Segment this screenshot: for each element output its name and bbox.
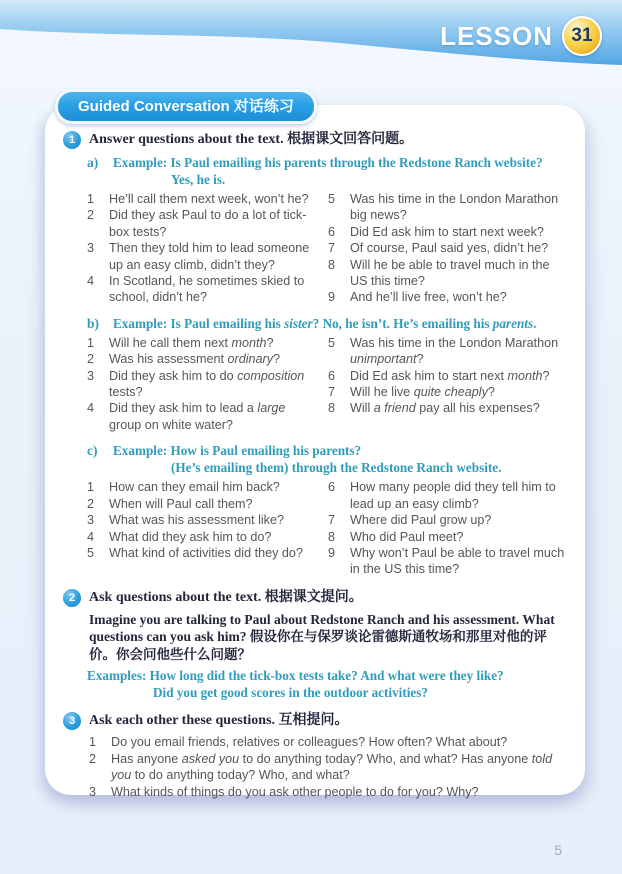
question-text: Will he call them next month? bbox=[109, 335, 274, 350]
question-item bbox=[87, 240, 320, 273]
question-number: 2 bbox=[87, 352, 95, 367]
question-item bbox=[328, 384, 569, 400]
lesson-number-badge bbox=[562, 16, 602, 56]
exercise-group-c bbox=[87, 442, 569, 577]
exercise-group-b bbox=[87, 315, 569, 433]
question-columns bbox=[87, 191, 569, 306]
page-number: 5 bbox=[554, 842, 562, 858]
question-text: Will he be able to travel much in the US this time? bbox=[350, 257, 550, 289]
question-number: 4 bbox=[87, 274, 95, 289]
example-block bbox=[113, 442, 569, 476]
question-columns bbox=[87, 335, 569, 433]
question-text: Did Ed ask him to start next month? bbox=[350, 368, 550, 383]
question-number: 1 bbox=[89, 735, 97, 750]
exercise-group-a bbox=[87, 154, 569, 306]
question-number: 6 bbox=[328, 480, 336, 495]
question-text: He’ll call them next week, won’t he? bbox=[109, 192, 309, 206]
group-head bbox=[87, 442, 569, 476]
section-number-badge bbox=[63, 589, 81, 607]
question-item bbox=[89, 751, 569, 784]
question-text: When will Paul call them? bbox=[109, 496, 253, 511]
group-head bbox=[87, 154, 569, 188]
question-number: 8 bbox=[328, 401, 336, 416]
question-number: 8 bbox=[328, 529, 336, 544]
question-item bbox=[328, 224, 569, 240]
page-header-band bbox=[0, 0, 622, 88]
example-line: Example: Is Paul emailing his parents through the Redstone Ranch website? bbox=[113, 155, 543, 170]
section-ask-each-other bbox=[63, 712, 569, 800]
question-item bbox=[328, 512, 569, 528]
section-title: Ask questions about the text. 根据课文提问。 bbox=[89, 589, 363, 605]
question-text: How can they email him back? bbox=[109, 480, 280, 495]
question-number: 6 bbox=[328, 224, 336, 239]
question-item bbox=[328, 545, 569, 578]
example-line: Example: How is Paul emailing his parents? bbox=[113, 443, 362, 459]
question-number: 3 bbox=[87, 513, 95, 528]
question-text: Was his time in the London Marathon big news? bbox=[350, 192, 559, 223]
question-item bbox=[328, 479, 569, 512]
question-item bbox=[89, 734, 569, 751]
question-text: What kinds of things do you ask other people to do for you? Why? bbox=[111, 785, 479, 799]
example-line: Examples: How long did the tick-box tests take? And what were they like? bbox=[87, 668, 504, 684]
question-text: Was his time in the London Marathon unimportant? bbox=[350, 335, 559, 367]
question-number: 2 bbox=[87, 496, 95, 511]
group-label: b) bbox=[87, 315, 100, 331]
question-column-left bbox=[87, 479, 328, 577]
question-text: Do you email friends, relatives or colleagues? How often? What about? bbox=[111, 735, 508, 750]
question-item bbox=[328, 240, 569, 256]
question-text: Was his assessment ordinary? bbox=[109, 352, 281, 367]
lesson-number: 31 bbox=[571, 25, 593, 46]
question-number: 5 bbox=[328, 335, 336, 350]
question-item bbox=[87, 351, 320, 367]
section-number: 2 bbox=[68, 591, 76, 604]
lesson-header bbox=[440, 16, 602, 56]
section-heading-row bbox=[63, 712, 569, 730]
question-text: Did they ask him to lead a large group on white water? bbox=[109, 401, 286, 432]
question-item bbox=[87, 191, 320, 207]
question-text: How many people did they tell him to lead up an easy climb? bbox=[350, 480, 556, 511]
question-item bbox=[87, 335, 320, 351]
question-item bbox=[87, 400, 320, 433]
section-instructions: Imagine you are talking to Paul about Redstone Ranch and his assessment. What questions can you ask him? 假设你在与保罗谈论雷德斯通牧场和那里对他的评价。你会问他些什么问题？ bbox=[89, 611, 555, 662]
question-number: 3 bbox=[87, 368, 95, 383]
question-number: 6 bbox=[328, 368, 336, 383]
example-line: Example: Is Paul emailing his sister? No, he isn’t. He’s emailing his parents. bbox=[113, 315, 537, 331]
question-number: 4 bbox=[87, 529, 95, 544]
section-number-badge bbox=[63, 131, 81, 149]
question-text: Has anyone asked you to do anything today? Who, and what? Has anyone told you to do anything today? Who, and what? bbox=[111, 751, 553, 783]
question-column-right bbox=[328, 191, 569, 306]
question-text: Will he live quite cheaply? bbox=[350, 385, 495, 400]
example-block bbox=[113, 315, 569, 332]
question-item bbox=[89, 784, 569, 801]
section-answer-questions bbox=[63, 131, 569, 578]
question-number: 8 bbox=[328, 257, 336, 272]
group-label: a) bbox=[87, 155, 99, 170]
question-text: Then they told him to lead someone up an easy climb, didn’t they? bbox=[109, 241, 310, 272]
question-item bbox=[87, 529, 320, 545]
question-item bbox=[87, 496, 320, 512]
examples-block bbox=[87, 667, 569, 701]
guided-conversation-banner: Guided Conversation 对话练习 bbox=[55, 89, 317, 124]
question-text: Did they ask Paul to do a lot of tick-box tests? bbox=[109, 208, 307, 239]
question-column-left bbox=[87, 191, 328, 306]
question-number: 7 bbox=[328, 513, 336, 528]
question-number: 9 bbox=[328, 290, 336, 305]
question-text: Did Ed ask him to start next week? bbox=[350, 224, 544, 239]
section-number: 1 bbox=[68, 134, 76, 146]
question-item bbox=[328, 400, 569, 416]
question-text: In Scotland, he sometimes skied to school, didn’t he? bbox=[109, 274, 305, 305]
question-number: 7 bbox=[328, 385, 336, 400]
section-heading-row bbox=[63, 589, 569, 607]
question-number: 9 bbox=[328, 545, 336, 560]
question-columns bbox=[87, 479, 569, 577]
question-number: 2 bbox=[89, 751, 97, 766]
question-number: 3 bbox=[87, 241, 95, 256]
question-item bbox=[87, 545, 320, 561]
question-text: Where did Paul grow up? bbox=[350, 513, 492, 528]
question-column-right bbox=[328, 479, 569, 577]
content-card bbox=[45, 98, 585, 799]
question-text: Did they ask him to do composition tests? bbox=[109, 368, 305, 400]
section-title: Answer questions about the text. 根据课文回答问题。 bbox=[89, 132, 414, 147]
question-text: Of course, Paul said yes, didn’t he? bbox=[350, 241, 549, 256]
question-text: Why won’t Paul be able to travel much in the US this time? bbox=[350, 545, 565, 577]
question-text: What kind of activities did they do? bbox=[109, 545, 303, 560]
section-title: Ask each other these questions. 互相提问。 bbox=[89, 713, 349, 729]
example-lines bbox=[87, 667, 569, 701]
example-line: Did you get good scores in the outdoor activities? bbox=[153, 685, 428, 701]
example-line: Yes, he is. bbox=[171, 172, 226, 187]
question-item bbox=[328, 529, 569, 545]
section-number: 3 bbox=[68, 715, 76, 728]
question-item bbox=[328, 191, 569, 224]
question-text: What was his assessment like? bbox=[109, 513, 284, 528]
question-number: 5 bbox=[87, 545, 95, 560]
question-number: 4 bbox=[87, 401, 95, 416]
question-number: 1 bbox=[87, 192, 95, 206]
lesson-label: LESSON bbox=[440, 20, 553, 51]
question-item bbox=[87, 207, 320, 240]
question-item bbox=[328, 368, 569, 384]
question-number: 3 bbox=[89, 785, 97, 799]
question-item bbox=[87, 479, 320, 495]
question-text: And he’ll live free, won’t he? bbox=[350, 290, 507, 305]
question-list bbox=[89, 734, 569, 800]
question-item bbox=[87, 368, 320, 401]
question-item bbox=[87, 273, 320, 306]
question-number: 2 bbox=[87, 208, 95, 223]
group-label: c) bbox=[87, 443, 98, 459]
question-number: 7 bbox=[328, 241, 336, 256]
section-heading-row bbox=[63, 131, 569, 149]
section-number-badge bbox=[63, 712, 81, 730]
question-column-left bbox=[87, 335, 328, 433]
question-item bbox=[328, 257, 569, 290]
question-text: Will a friend pay all his expenses? bbox=[350, 401, 540, 416]
question-column-right bbox=[328, 335, 569, 433]
question-item bbox=[328, 335, 569, 368]
question-text: Who did Paul meet? bbox=[350, 529, 464, 544]
question-number: 1 bbox=[87, 335, 95, 350]
question-item bbox=[328, 289, 569, 305]
question-item bbox=[87, 512, 320, 528]
section-ask-questions bbox=[63, 589, 569, 702]
question-number: 5 bbox=[328, 192, 336, 206]
question-text: What did they ask him to do? bbox=[109, 529, 272, 544]
example-line: (He’s emailing them) through the Redstone Ranch website. bbox=[171, 460, 502, 476]
question-number: 1 bbox=[87, 480, 95, 495]
example-block bbox=[113, 154, 569, 188]
group-head bbox=[87, 315, 569, 332]
